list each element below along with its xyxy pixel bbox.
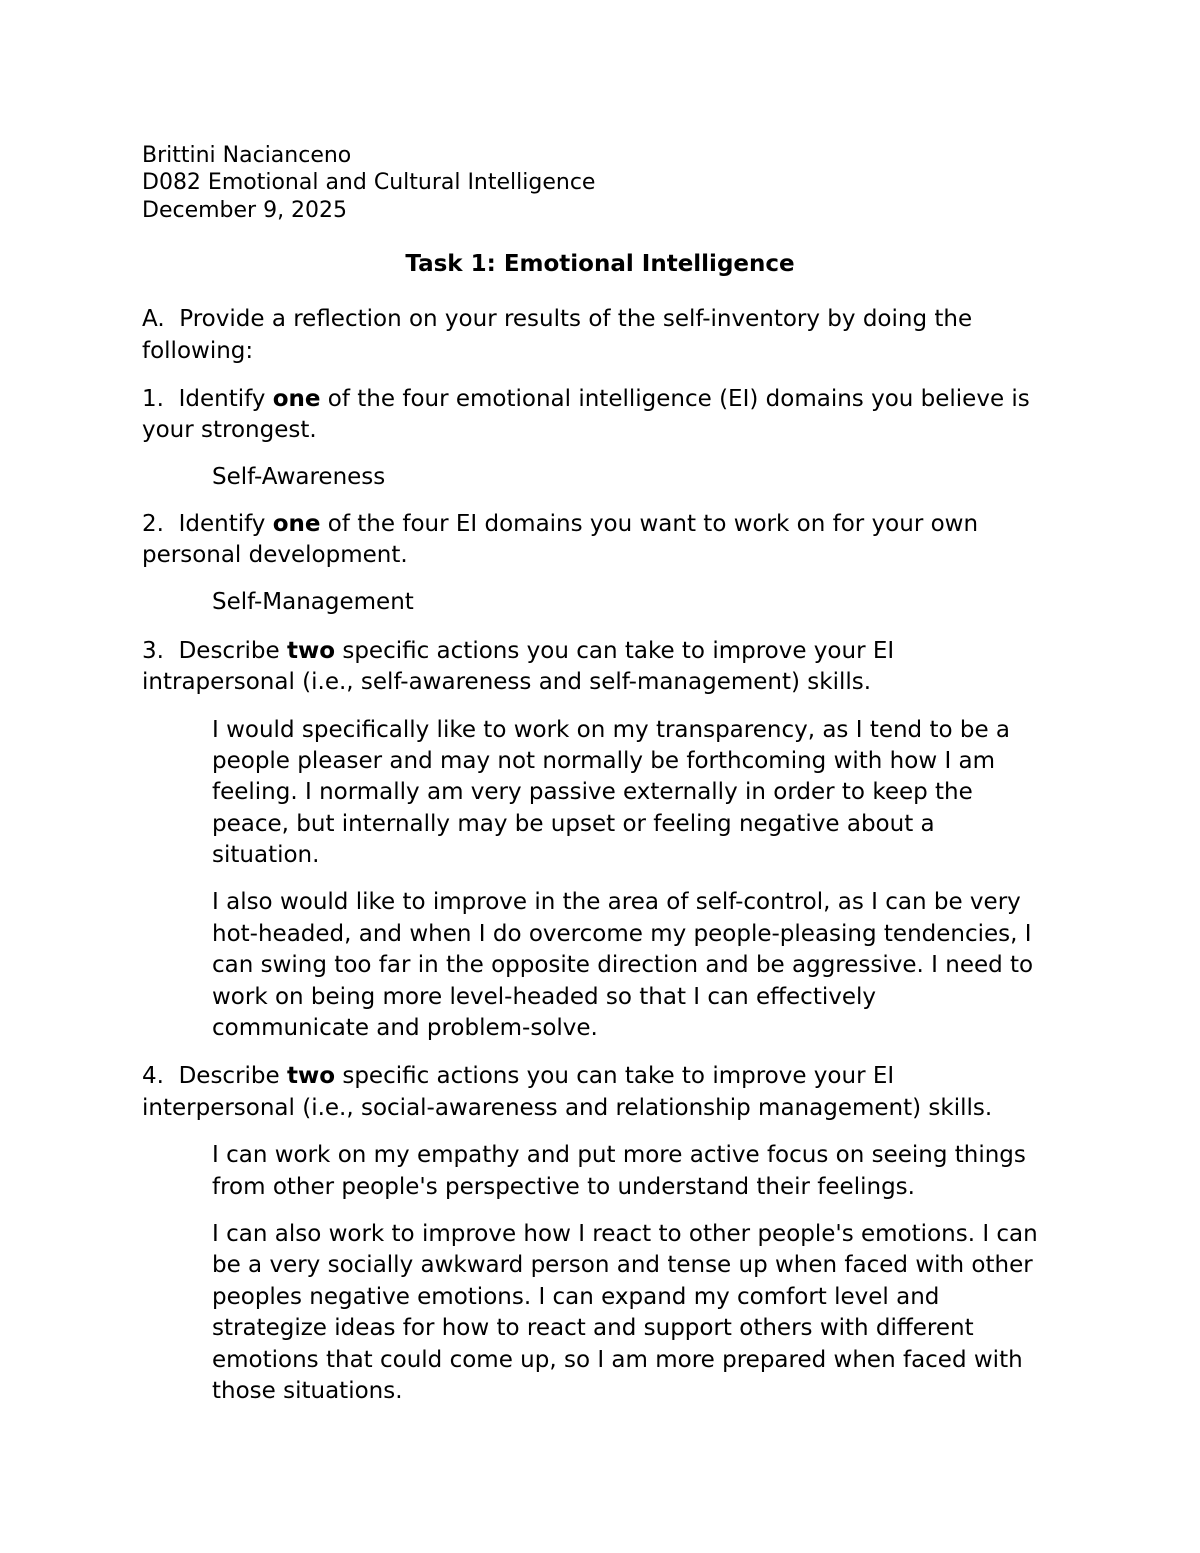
answer-2: Self-Management bbox=[212, 589, 414, 615]
section-a-prompt bbox=[142, 304, 972, 336]
answer-3b-line: hot-headed, and when I do overcome my people-pleasing tendencies, I bbox=[212, 921, 1032, 947]
question-4 bbox=[142, 1061, 894, 1093]
question-2-text-pre: Identify bbox=[178, 511, 273, 537]
question-1-text-pre: Identify bbox=[178, 386, 273, 412]
question-3-text-pre: Describe bbox=[178, 638, 287, 664]
question-2-emphasis: one bbox=[272, 511, 321, 537]
answer-4b-line: peoples negative emotions. I can expand my comfort level and bbox=[212, 1284, 940, 1310]
answer-3a-line: people pleaser and may not normally be forthcoming with how I am bbox=[212, 748, 996, 774]
question-2-text-post: of the four EI domains you want to work on for your own bbox=[320, 511, 979, 537]
question-4-text-post: specific actions you can take to improve your EI bbox=[335, 1063, 895, 1089]
question-3-emphasis: two bbox=[286, 638, 336, 664]
answer-1: Self-Awareness bbox=[212, 464, 386, 490]
course-title: D082 Emotional and Cultural Intelligence bbox=[142, 170, 596, 195]
question-3-line2: intrapersonal (i.e., self-awareness and self-management) skills. bbox=[142, 669, 872, 695]
answer-3a-line: I would specifically like to work on my transparency, as I tend to be a bbox=[212, 717, 1011, 743]
question-1-emphasis: one bbox=[272, 386, 321, 412]
question-3-number: 3. bbox=[142, 638, 164, 664]
section-a-prompt-line2: following: bbox=[142, 338, 254, 364]
section-a-prompt-line1: Provide a reflection on your results of the self-inventory by doing the bbox=[179, 306, 973, 332]
section-a-label: A. bbox=[142, 306, 165, 332]
page-title: Task 1: Emotional Intelligence bbox=[405, 251, 795, 277]
answer-4a-line: from other people's perspective to understand their feelings. bbox=[212, 1174, 915, 1200]
answer-4b-line: be a very socially awkward person and tense up when faced with other bbox=[212, 1252, 1033, 1278]
answer-3a-line: situation. bbox=[212, 842, 320, 868]
question-1 bbox=[142, 384, 1030, 416]
question-3-text-post: specific actions you can take to improve your EI bbox=[335, 638, 895, 664]
answer-3b-line: I also would like to improve in the area of self-control, as I can be very bbox=[212, 889, 1021, 915]
question-1-line2: your strongest. bbox=[142, 417, 317, 443]
question-3 bbox=[142, 636, 894, 668]
question-2-number: 2. bbox=[142, 511, 164, 537]
answer-3b-line: can swing too far in the opposite direction and be aggressive. I need to bbox=[212, 952, 1034, 978]
answer-3b-line: communicate and problem-solve. bbox=[212, 1015, 598, 1041]
answer-4b-line: those situations. bbox=[212, 1378, 403, 1404]
question-4-emphasis: two bbox=[286, 1063, 336, 1089]
answer-4b-line: emotions that could come up, so I am more prepared when faced with bbox=[212, 1347, 1023, 1373]
answer-4a-line: I can work on my empathy and put more active focus on seeing things bbox=[212, 1142, 1026, 1168]
answer-4b-line: strategize ideas for how to react and support others with different bbox=[212, 1315, 974, 1341]
question-2-line2: personal development. bbox=[142, 542, 408, 568]
question-4-line2: interpersonal (i.e., social-awareness and relationship management) skills. bbox=[142, 1095, 993, 1121]
question-1-number: 1. bbox=[142, 386, 164, 412]
question-1-text-post: of the four emotional intelligence (EI) domains you believe is bbox=[320, 386, 1030, 412]
answer-3a-line: peace, but internally may be upset or feeling negative about a bbox=[212, 811, 935, 837]
document-date: December 9, 2025 bbox=[142, 198, 348, 223]
question-4-number: 4. bbox=[142, 1063, 164, 1089]
question-4-text-pre: Describe bbox=[178, 1063, 287, 1089]
answer-4b-line: I can also work to improve how I react to other people's emotions. I can bbox=[212, 1221, 1038, 1247]
answer-3a-line: feeling. I normally am very passive externally in order to keep the bbox=[212, 779, 973, 805]
answer-3b-line: work on being more level-headed so that I can effectively bbox=[212, 984, 876, 1010]
author-name: Brittini Nacianceno bbox=[142, 143, 352, 168]
question-2 bbox=[142, 509, 978, 541]
